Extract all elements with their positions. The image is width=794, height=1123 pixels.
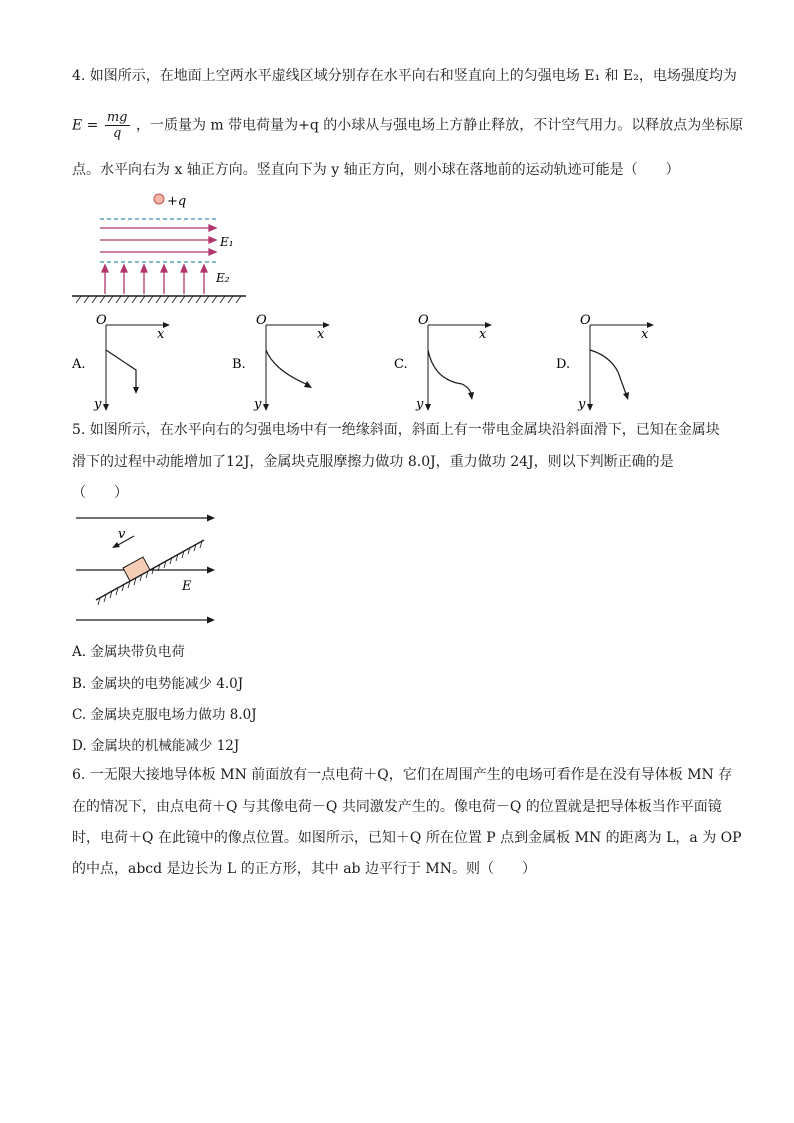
field-label: E [182, 579, 192, 594]
q6-line-1: 6. 一无限大接地导体板 MN 前面放有一点电荷＋Q，它们在周围产生的电场可看作是在没有导体板 MN 存 [72, 767, 733, 783]
q5-line-3: （ ） [72, 485, 128, 501]
option-c-origin: O [418, 313, 429, 328]
option-d-x-label: x [641, 327, 649, 342]
e1-field-lines [100, 225, 216, 255]
q4-eq-numerator: mg [106, 110, 128, 125]
velocity-label: v [118, 527, 126, 542]
option-b-trajectory [266, 350, 306, 384]
option-d-y-label: y [578, 397, 586, 412]
incline-hatching [98, 541, 202, 605]
q4-field-figure [70, 186, 260, 304]
e2-field-lines [102, 265, 207, 294]
charge-label: +q [167, 194, 187, 209]
q4-eq-fraction [105, 110, 130, 141]
q5-option-d: D. 金属块的机械能减少 12J [72, 738, 240, 754]
q4-eq-denominator: q [113, 126, 122, 141]
q6-line-3: 时，电荷＋Q 在此镜中的像点位置。如图所示，已知＋Q 所在位置 P 点到金属板 MN 的距离为 L，a 为 OP [72, 830, 742, 846]
q5-incline-figure [72, 506, 222, 630]
q4-option-d-graph [552, 308, 662, 412]
option-b-x-label: x [317, 327, 325, 342]
option-d-letter: D. [556, 357, 571, 372]
q6-line-2: 在的情况下，由点电荷＋Q 与其像电荷－Q 共同激发产生的。像电荷－Q 的位置就是把导体板当作平面镜 [72, 799, 722, 815]
option-c-y-label: y [416, 397, 424, 412]
option-c-trajectory [428, 350, 471, 394]
e2-label: E₂ [216, 271, 230, 285]
q4-line-2 [72, 110, 743, 141]
e1-label: E₁ [220, 235, 234, 249]
q5-option-a: A. 金属块带负电荷 [72, 644, 185, 660]
q4-line-3: 点。水平向右为 x 轴正方向。竖直向下为 y 轴正方向，则小球在落地前的运动轨迹可能是（ ） [72, 162, 680, 178]
option-a-y-label: y [94, 397, 102, 412]
option-d-trajectory [590, 350, 626, 394]
ground-hatching [76, 296, 241, 303]
q5-option-c: C. 金属块克服电场力做功 8.0J [72, 707, 257, 723]
option-b-letter: B. [232, 357, 246, 372]
option-b-origin: O [256, 313, 267, 328]
q4-option-c-graph [390, 308, 500, 412]
q4-option-b-graph [228, 308, 338, 412]
q5-line-2: 滑下的过程中动能增加了12J，金属块克服摩擦力做功 8.0J，重力做功 24J，则以下判断正确的是 [72, 454, 674, 470]
option-b-y-label: y [254, 397, 262, 412]
q6-line-4: 的中点，abcd 是边长为 L 的正方形，其中 ab 边平行于 MN。则（ ） [72, 861, 537, 877]
q5-option-b: B. 金属块的电势能减少 4.0J [72, 676, 244, 692]
charge-ball [154, 194, 164, 204]
q4-option-a-graph [68, 308, 178, 412]
q5-line-1: 5. 如图所示，在水平向右的匀强电场中有一绝缘斜面，斜面上有一带电金属块沿斜面滑下，已知在金属块 [72, 422, 720, 438]
option-a-letter: A. [72, 357, 86, 372]
q4-line-1: 4. 如图所示，在地面上空两水平虚线区域分别存在水平向右和竖直向上的匀强电场 E₁ 和 E₂，电场强度均为 [72, 68, 737, 84]
option-a-origin: O [96, 313, 107, 328]
option-c-x-label: x [479, 327, 487, 342]
q4-line-2-text: ，一质量为 m 带电荷量为+q 的小球从与强电场上方静止释放，不计空气用力。以释放点为坐标原 [135, 117, 744, 134]
option-a-x-label: x [157, 327, 165, 342]
option-c-letter: C. [394, 357, 408, 372]
option-a-trajectory [106, 350, 136, 388]
q4-eq-lhs: E = [72, 117, 99, 134]
option-d-origin: O [580, 313, 591, 328]
